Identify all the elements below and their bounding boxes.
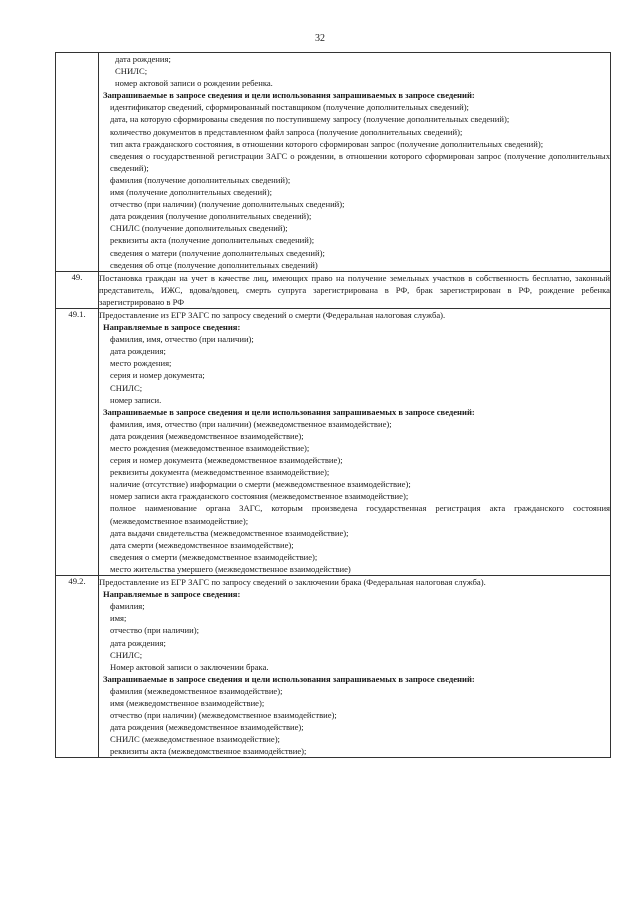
list-item: дата рождения; (115, 54, 171, 64)
list-item: СНИЛС (получение дополнительных сведений); (110, 223, 288, 234)
list-item: СНИЛС; (115, 66, 148, 77)
row-number-cell: 49. (56, 271, 99, 308)
list-item: СНИЛС; (110, 649, 143, 660)
list-item: фамилия; (110, 601, 145, 612)
list-item: номер записи. (110, 394, 162, 405)
list-item: серия и номер документа (межведомственное взаимодействие); (110, 455, 343, 466)
list-item: отчество (при наличии) (межведомственное взаимодействие); (110, 710, 337, 721)
list-item: отчество (при наличии) (получение дополнительных сведений); (110, 199, 345, 210)
service-title: Постановка граждан на учет в качестве лиц, имеющих право на получение земельных участков в собственность бесплатно, законный представитель, ИЖС, вдова/вдовец, смерть супруга зарегистрирована в РФ, брак зарегистрирован в РФ, рождение ребенка зарегистрировано в РФ (99, 272, 610, 307)
list-item: сведения о матери (получение дополнительных сведений); (110, 247, 325, 258)
row-content-cell (99, 271, 611, 308)
row-content-cell (99, 576, 611, 758)
row-content-cell (99, 53, 611, 272)
list-item: место рождения; (110, 358, 172, 369)
sent-heading: Направляемые в запросе сведения: (103, 589, 241, 600)
list-item: фамилия, имя, отчество (при наличии) (межведомственное взаимодействие); (110, 418, 392, 429)
table-row-49-2 (56, 576, 611, 758)
service-title: Предоставление из ЕГР ЗАГС по запросу сведений о смерти (Федеральная налоговая служба). (99, 309, 446, 320)
services-table (55, 52, 611, 758)
list-item: дата выдачи свидетельства (межведомственное взаимодействие); (110, 527, 349, 538)
list-item: номер записи акта гражданского состояния (межведомственное взаимодействие); (110, 491, 409, 502)
row-number-cell: 49.1. (56, 308, 99, 575)
table-row-49-1 (56, 308, 611, 575)
list-item: тип акта гражданского состояния, в отношении которого сформирован запрос (получение дополнительных сведений); (110, 138, 544, 149)
requested-heading: Запрашиваемые в запросе сведения и цели использования запрашиваемых в запросе сведений: (103, 673, 475, 684)
list-item: количество документов в представленном файл запроса (получение дополнительных сведений); (110, 126, 463, 137)
list-item: реквизиты документа (межведомственное взаимодействие); (110, 467, 330, 478)
list-item: идентификатор сведений, сформированный поставщиком (получение дополнительных сведений); (110, 102, 469, 113)
list-item: реквизиты акта (межведомственное взаимодействие); (110, 746, 307, 757)
list-item: дата, на которую сформированы сведения по поступившему запросу (получение дополнительных сведений); (110, 114, 510, 125)
requested-heading: Запрашиваемые в запросе сведения и цели использования запрашиваемых в запросе сведений: (103, 90, 475, 101)
list-item: номер актовой записи о рождении ребенка. (115, 78, 273, 89)
list-item: дата рождения (межведомственное взаимодействие); (110, 722, 304, 733)
sent-heading: Направляемые в запросе сведения: (103, 322, 241, 333)
list-item: полное наименование органа ЗАГС, которым произведена государственная регистрация акта гражданского состояния (межведомственное взаимодействие); (110, 503, 610, 526)
list-item: дата рождения (получение дополнительных сведений); (110, 211, 312, 222)
list-item: сведения о государственной регистрации ЗАГС о рождении, в отношении которого сформирован запрос (получение дополнительных сведений); (110, 150, 610, 173)
row-number-cell: 49.2. (56, 576, 99, 758)
list-item: фамилия (межведомственное взаимодействие); (110, 685, 283, 696)
list-item: место рождения (межведомственное взаимодействие); (110, 443, 310, 453)
list-item: СНИЛС (межведомственное взаимодействие); (110, 734, 280, 745)
list-item: фамилия (получение дополнительных сведений); (110, 174, 291, 185)
list-item: реквизиты акта (получение дополнительных сведений); (110, 235, 315, 246)
service-title: Предоставление из ЕГР ЗАГС по запросу сведений о заключении брака (Федеральная налоговая служба). (99, 577, 486, 588)
list-item: имя (межведомственное взаимодействие); (110, 697, 265, 708)
table-row-continuation (56, 53, 611, 272)
list-item: сведения о смерти (межведомственное взаимодействие); (110, 551, 318, 562)
list-item: отчество (при наличии); (110, 625, 199, 636)
list-item: имя (получение дополнительных сведений); (110, 187, 272, 198)
row-number-cell (56, 53, 99, 272)
list-item: дата рождения (межведомственное взаимодействие); (110, 430, 304, 441)
list-item: дата рождения; (110, 637, 166, 648)
list-item: место жительства умершего (межведомственное взаимодействие) (110, 563, 351, 574)
list-item: СНИЛС; (110, 382, 143, 393)
page-number: 32 (315, 33, 325, 44)
list-item: серия и номер документа; (110, 370, 205, 381)
list-item: наличие (отсутствие) информации о смерти (межведомственное взаимодействие); (110, 479, 411, 490)
list-item: Номер актовой записи о заключении брака. (110, 661, 269, 672)
table-row-49 (56, 271, 611, 308)
list-item: дата смерти (межведомственное взаимодействие); (110, 539, 294, 550)
list-item: фамилия, имя, отчество (при наличии); (110, 334, 254, 345)
list-item: сведения об отце (получение дополнительных сведений) (110, 259, 318, 270)
list-item: имя; (110, 613, 127, 624)
row-content-cell (99, 308, 611, 575)
list-item: дата рождения; (110, 346, 166, 357)
requested-heading: Запрашиваемые в запросе сведения и цели использования запрашиваемых в запросе сведений: (103, 406, 475, 417)
